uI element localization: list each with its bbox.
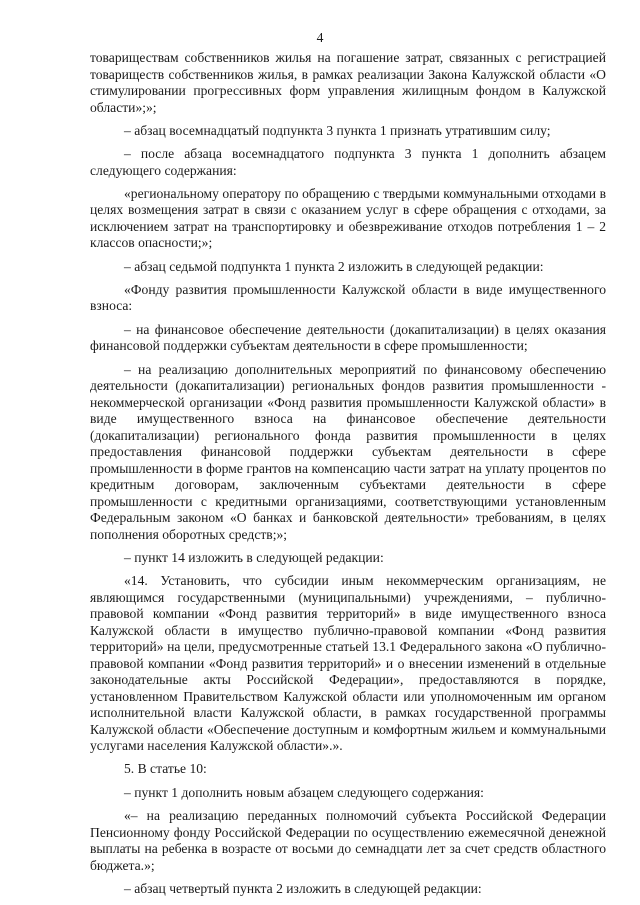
paragraph: – абзац седьмой подпункта 1 пункта 2 изложить в следующей редакции: [124,258,544,274]
page-number: 4 [316,30,324,45]
paragraph: «региональному оператору по обращению с твердыми коммунальными отходами в целях возмещения затрат в связи с оказанием услуг в сфере обращения с отходами, за исключением затрат на транспортировку и обезвреживание отходов потребления 1 – 2 классов опасности;»; [90,185,606,251]
paragraph: – абзац восемнадцатый подпункта 3 пункта 1 признать утратившим силу; [124,122,551,138]
paragraph: – после абзаца восемнадцатого подпункта 3 пункта 1 дополнить абзацем следующего содержания: [90,146,606,178]
paragraph: 5. В статье 10: [124,761,207,777]
paragraph: «– на реализацию переданных полномочий субъекта Российской Федерации Пенсионному фонду Российской Федерации по осуществлению ежемесячной денежной выплаты на ребенка в возрасте от восьми до семнадцати лет за счет средств областного бюджета.»; [90,808,606,873]
paragraph: – пункт 14 изложить в следующей редакции: [124,549,384,565]
paragraph: товариществам собственников жилья на погашение затрат, связанных с регистрацией товариществ собственников жилья, в рамках реализации Закона Калужской области «О стимулировании прогрессивных форм управления жилищным фондом в Калужской области»;»; [90,50,606,115]
paragraph: – на реализацию дополнительных мероприятий по финансовому обеспечению деятельности (докапитализации) региональных фондов развития промышленности - некоммерческой организации «Фонд развития промышленности Калужской области» в виде имущественного взноса на финансовое обеспечение деятельности (докапитализации) регионального фонда развития промышленности в целях предоставления финансовой поддержки субъектам деятельности в сфере промышленности в форме грантов на компенсацию части затрат на уплату процентов по кредитным договорам, заключенным субъектами деятельности в сфере промышленности с кредитными организациями, соответствующими установленным Федеральным законом «О банках и банковской деятельности» требованиям, в целях пополнения оборотных средств;»; [90,361,606,542]
paragraph: – абзац четвертый пункта 2 изложить в следующей редакции: [124,880,482,896]
paragraph: «14. Установить, что субсидии иным некоммерческим организациям, не являющимся государственными (муниципальными) учреждениями, – публично-правовой компании «Фонд развития территорий» в виде имущественного взноса Калужской области в имущество публично-правовой компании «Фонд развития территорий» на цели, предусмотренные статьей 13.1 Федерального закона «О публично-правовой компании «Фонд развития территорий» и о внесении изменений в отдельные законодательные акты Российской Федерации», предоставляются в порядке, установленном Правительством Калужской области или уполномоченным им органом исполнительной власти Калужской области, в рамках государственной программы Калужской области «Обеспечение доступным и комфортным жильем и коммунальными услугами населения Калужской области».». [90,573,606,754]
paragraph: – на финансовое обеспечение деятельности (докапитализации) в целях оказания финансовой поддержки субъектам деятельности в сфере промышленности; [90,321,606,354]
paragraph: «Фонду развития промышленности Калужской области в виде имущественного взноса: [90,281,606,314]
paragraph: – пункт 1 дополнить новым абзацем следующего содержания: [124,784,484,800]
document-body [90,50,606,904]
